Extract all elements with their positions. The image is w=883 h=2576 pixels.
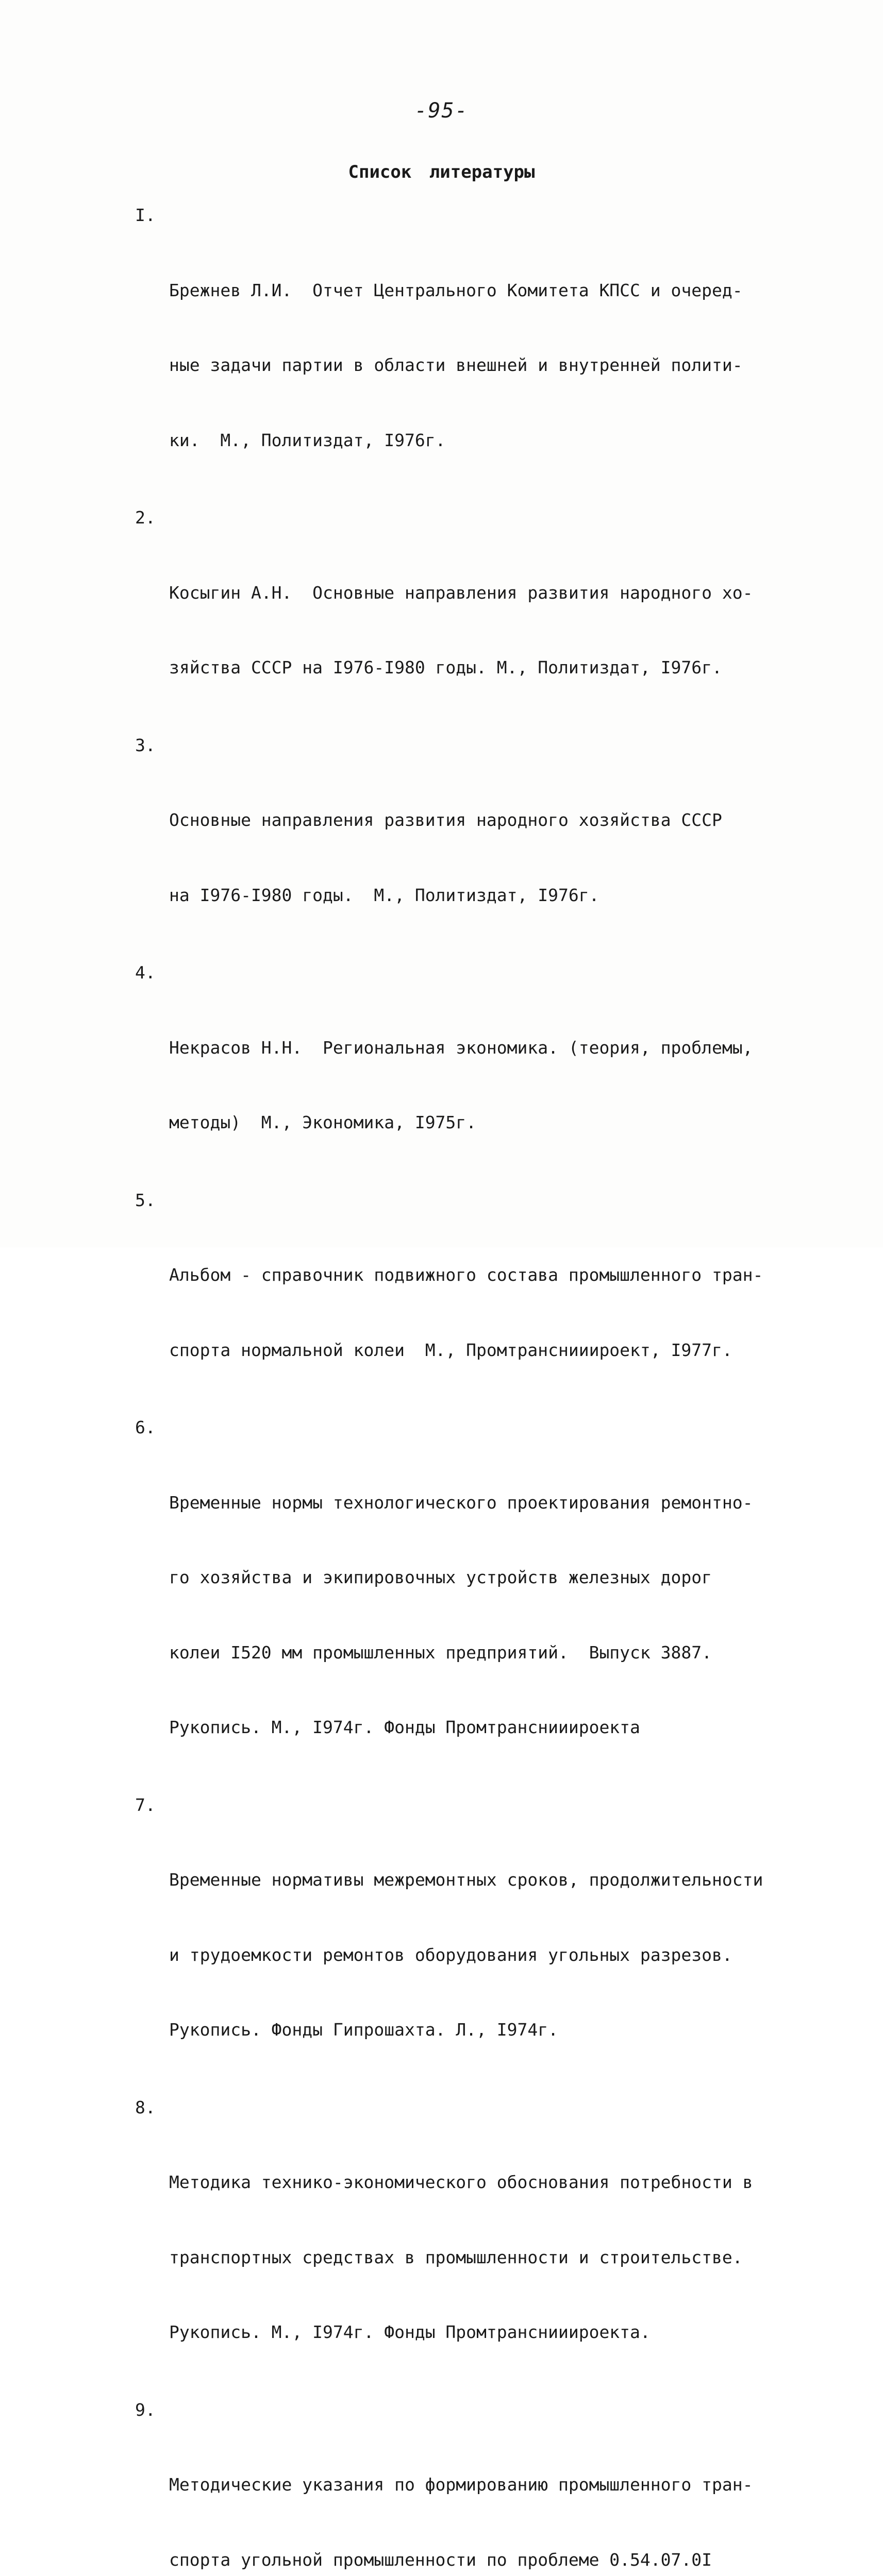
reference-line: методы) М., Экономика, I975г. bbox=[169, 1110, 779, 1136]
reference-line: спорта угольной промышленности по проблеме 0.54.07.0I bbox=[169, 2548, 779, 2573]
reference-line: зяйства СССР на I976-I980 годы. М., Политиздат, I976г. bbox=[169, 655, 779, 681]
reference-item bbox=[135, 733, 779, 958]
reference-line: Альбом - справочник подвижного состава промышленного тран- bbox=[169, 1263, 779, 1288]
reference-line: Методика технико-экономического обоснования потребности в bbox=[169, 2170, 779, 2195]
reference-line: го хозяйства и экипировочных устройств железных дорог bbox=[169, 1565, 779, 1590]
reference-line: ные задачи партии в области внешней и внутренней полити- bbox=[169, 353, 779, 378]
reference-line: Некрасов Н.Н. Региональная экономика. (теория, проблемы, bbox=[169, 1036, 779, 1061]
document-page bbox=[0, 0, 883, 1247]
reference-line: Временные нормативы межремонтных сроков, продолжительности bbox=[169, 1868, 779, 1893]
reference-number: 7. bbox=[135, 1793, 156, 1818]
reference-line: транспортных средствах в промышленности и строительстве. bbox=[169, 2245, 779, 2270]
reference-line: Методические указания по формированию промышленного тран- bbox=[169, 2472, 779, 2498]
reference-line: Брежнев Л.И. Отчет Центрального Комитета КПСС и очеред- bbox=[169, 278, 779, 303]
reference-list bbox=[135, 203, 779, 2576]
reference-line: Основные направления развития народного хозяйства СССР bbox=[169, 808, 779, 833]
reference-item bbox=[135, 2398, 779, 2576]
reference-item bbox=[135, 505, 779, 731]
reference-line: и трудоемкости ремонтов оборудования угольных разрезов. bbox=[169, 1943, 779, 1968]
reference-line: спорта нормальной колеи М., Промтранснииироект, I977г. bbox=[169, 1338, 779, 1363]
reference-line: ки. М., Политиздат, I976г. bbox=[169, 428, 779, 453]
reference-line: на I976-I980 годы. М., Политиздат, I976г. bbox=[169, 883, 779, 908]
reference-line: Рукопись. Фонды Гипрошахта. Л., I974г. bbox=[169, 2018, 779, 2043]
reference-line: Рукопись. М., I974г. Фонды Промтранснииироекта. bbox=[169, 2320, 779, 2345]
reference-number: 2. bbox=[135, 505, 156, 531]
reference-item bbox=[135, 1415, 779, 1790]
page-number: -95- bbox=[0, 99, 883, 123]
reference-line: колеи I520 мм промышленных предприятий. Выпуск 3887. bbox=[169, 1640, 779, 1666]
reference-item bbox=[135, 1793, 779, 2093]
reference-number: 3. bbox=[135, 733, 156, 758]
reference-number: 6. bbox=[135, 1415, 156, 1440]
reference-number: 8. bbox=[135, 2095, 156, 2121]
reference-item bbox=[135, 1188, 779, 1413]
reference-line: Косыгин А.Н. Основные направления развития народного хо- bbox=[169, 581, 779, 606]
reference-item bbox=[135, 203, 779, 503]
reference-item bbox=[135, 2095, 779, 2395]
reference-number: I. bbox=[135, 203, 156, 228]
reference-number: 4. bbox=[135, 960, 156, 986]
reference-number: 9. bbox=[135, 2398, 156, 2423]
reference-line: Временные нормы технологического проектирования ремонтно- bbox=[169, 1490, 779, 1516]
reference-number: 5. bbox=[135, 1188, 156, 1213]
reference-line: Рукопись. М., I974г. Фонды Промтранснииироекта bbox=[169, 1715, 779, 1740]
reference-item bbox=[135, 960, 779, 1185]
page-title: Список литературы bbox=[0, 162, 883, 182]
